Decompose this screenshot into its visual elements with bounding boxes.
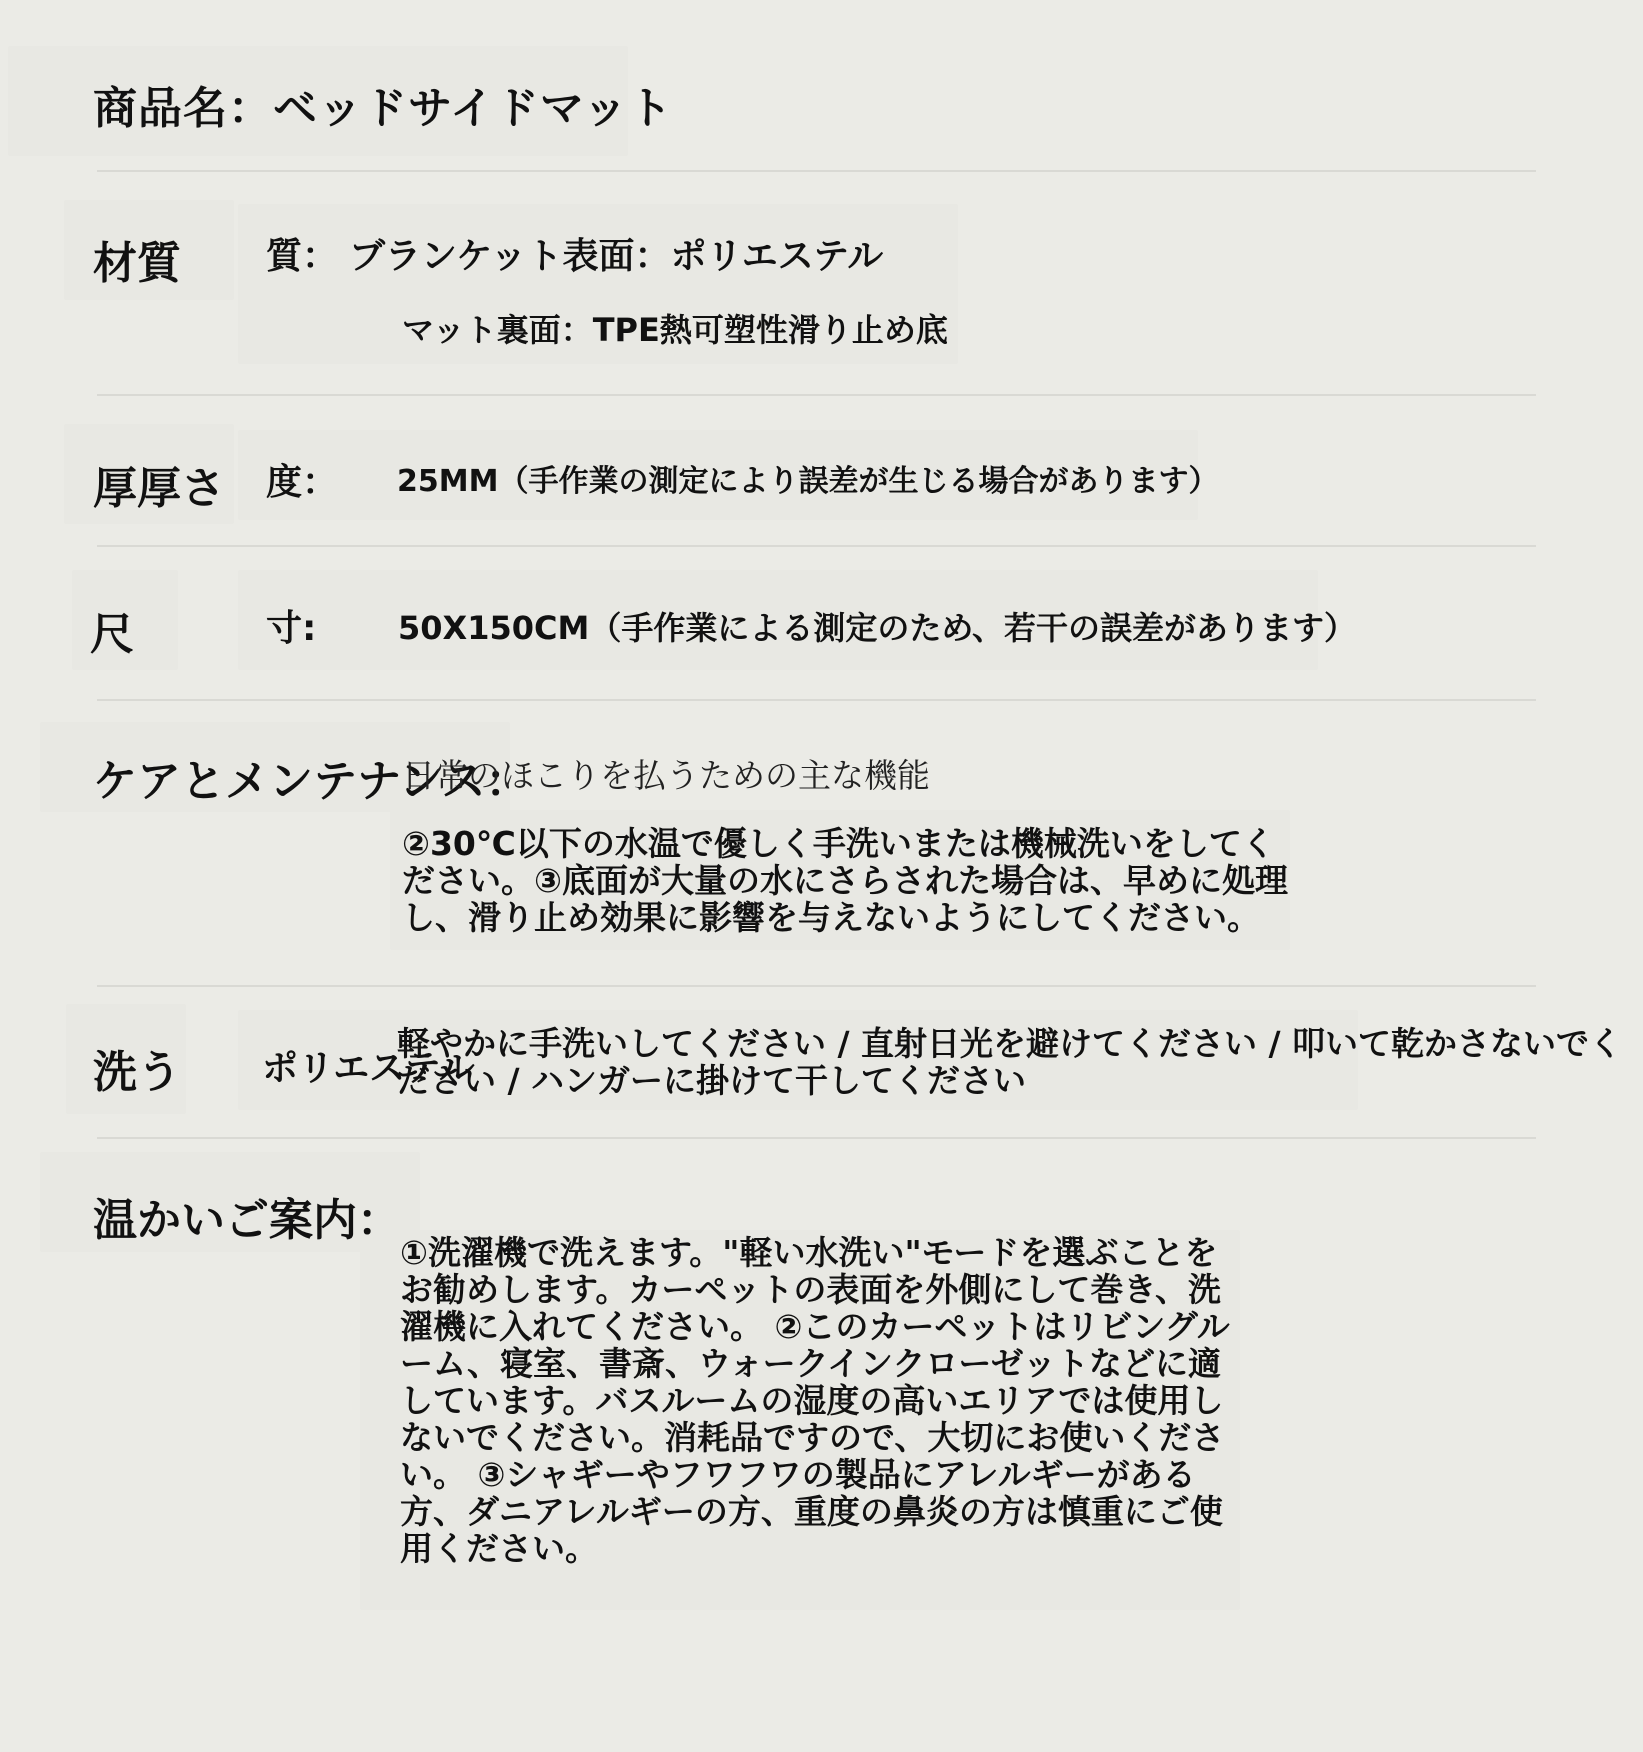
thickness-label: 厚厚さ (93, 463, 225, 514)
material-label: 材質 (93, 238, 181, 289)
notice-text: ①洗濯機で洗えます。"軽い水洗い"モードを選ぶことをお勧めします。カーペットの表面を外側にして巻き、洗濯機に入れてください。 ②このカーペットはリビングルーム、寝室、書斎、ウォークインクローゼットなどに適しています。バスルームの湿度の高いエリアでは使用しないでください。消耗品ですので、大切にお使いください。 ③シャギーやフワフワの製品にアレルギーがある方、ダニアレルギーの方、重度の鼻炎の方は慎重にご使用ください。 (400, 1233, 1230, 1568)
divider (97, 699, 1536, 701)
wash-instructions: 軽やかに手洗いしてください / 直射日光を避けてください / 叩いて乾かさないでください / ハンガーに掛けて干してください (397, 1025, 1623, 1099)
divider (97, 170, 1536, 172)
care-label: ケアとメンテナンス： (93, 756, 530, 807)
divider (97, 394, 1536, 396)
care-primary-function: 日常のほこりを払うための主な機能 (402, 756, 930, 795)
thickness-sub-label: 度： (266, 462, 339, 503)
divider (97, 1137, 1536, 1139)
care-instructions: ②30℃以下の水温で優しく手洗いまたは機械洗いをしてください。③底面が大量の水にさらされた場合は、早めに処理し、滑り止め効果に影響を与えないようにしてください。 (402, 824, 1288, 937)
wash-label: 洗う (93, 1047, 181, 1098)
notice-label: 温かいご案内： (93, 1195, 401, 1246)
material-backing: マット裏面：TPE熱可塑性滑り止め底 (402, 311, 948, 349)
material-surface: ブランケット表面：ポリエステル (349, 236, 884, 277)
page-title: 商品名：ベッドサイドマット (93, 83, 674, 134)
material-sub-label: 質： (266, 236, 339, 277)
wash-sub-label: ポリエステル (262, 1048, 475, 1089)
size-label: 尺 (90, 609, 134, 660)
size-value: 50X150CM（手作業による測定のため、若干の誤差があります） (398, 609, 1357, 647)
divider (97, 985, 1536, 987)
size-sub-label: 寸: (266, 608, 317, 649)
thickness-value: 25MM（手作業の測定により誤差が生じる場合があります） (397, 464, 1219, 499)
divider (97, 545, 1536, 547)
